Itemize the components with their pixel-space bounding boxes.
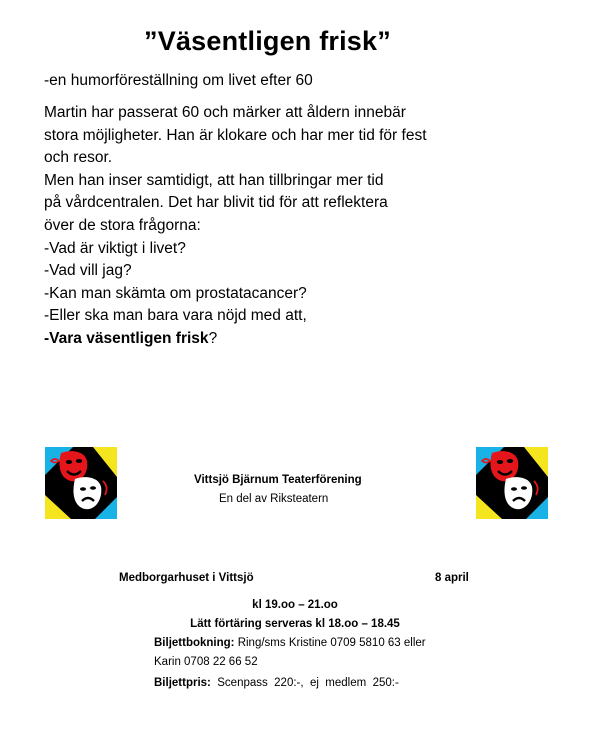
poster-title: ”Väsentligen frisk” xyxy=(144,26,391,56)
booking-label: Biljettbokning: xyxy=(154,637,235,649)
theater-masks-icon xyxy=(45,447,117,519)
poster-subtitle: -en humorföreställning om livet efter 60 xyxy=(44,72,313,89)
question-line: -Vad vill jag? xyxy=(44,262,132,280)
booking-contact-1: Ring/sms Kristine 0709 5810 63 eller xyxy=(234,637,426,649)
question-line: -Kan man skämta om prostatacancer? xyxy=(44,284,307,302)
food-info: Lätt förtäring serveras kl 18.oo – 18.45 xyxy=(190,618,400,630)
booking-contact-2: Karin 0708 22 66 52 xyxy=(154,656,258,668)
price-info xyxy=(154,677,399,689)
final-line xyxy=(44,328,464,351)
booking-info xyxy=(154,637,426,649)
description-line: Martin har passerat 60 och märker att åldern innebär xyxy=(44,104,406,121)
event-venue: Medborgarhuset i Vittsjö xyxy=(119,572,254,584)
price-value: Scenpass 220:-, ej medlem 250:- xyxy=(210,677,399,689)
description-line: och resor. xyxy=(44,149,113,167)
final-line-bold: -Vara väsentligen frisk xyxy=(44,329,209,347)
organizer-name: Vittsjö Bjärnum Teaterförening xyxy=(194,474,362,486)
theater-masks-icon xyxy=(476,447,548,519)
organizer-subtitle: En del av Riksteatern xyxy=(219,493,329,505)
description-line: Men han inser samtidigt, att han tillbringar mer tid xyxy=(44,171,384,189)
description-line: på vårdcentralen. Det har blivit tid för att reflektera xyxy=(44,194,388,212)
question-line: -Vad är viktigt i livet? xyxy=(44,239,186,257)
event-time: kl 19.oo – 21.oo xyxy=(252,599,338,611)
question-line: -Eller ska man bara vara nöjd med att, xyxy=(44,307,307,325)
final-line-rest: ? xyxy=(208,329,218,347)
description xyxy=(44,102,464,351)
description-line: över de stora frågorna: xyxy=(44,216,201,234)
event-date: 8 april xyxy=(435,572,469,584)
price-label: Biljettpris: xyxy=(154,677,211,689)
description-line: stora möjligheter. Han är klokare och har mer tid för fest xyxy=(44,126,427,144)
